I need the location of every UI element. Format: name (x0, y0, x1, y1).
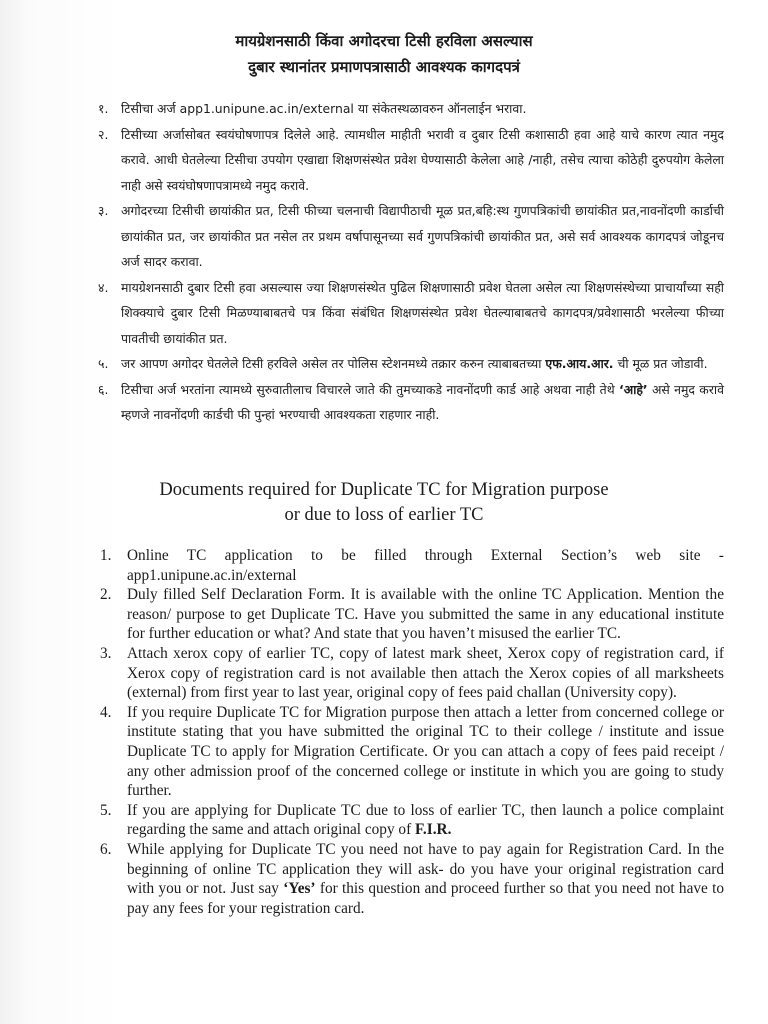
yes-bold-text: ‘Yes’ (283, 880, 316, 898)
fir-bold-text: F.I.R. (414, 821, 452, 839)
list-number: 5. (100, 801, 112, 819)
list-number: १. (98, 101, 109, 116)
list-item-text: Online TC application to be filled through External Section’s web site - app1.unipune.ac.in/external (127, 547, 724, 584)
marathi-title-line1: मायग्रेशनसाठी किंवा अगोदरचा टिसी हरविला असल्यास (235, 32, 533, 50)
english-instructions-list (100, 546, 724, 918)
list-number: ३. (98, 203, 109, 218)
marathi-title-line2: दुबार स्थानांतर प्रमाणपत्रासाठी आवश्यक कागदपत्रं (248, 58, 520, 76)
list-item-text: टिसीचा अर्ज भरतांना त्यामध्ये सुरुवातीलाच विचारले जाते की तुमच्याकडे नावनोंदणी कार्ड आहे अथवा नाही तेथे (121, 381, 619, 397)
english-list-item (100, 546, 724, 585)
list-number: 2. (100, 586, 112, 604)
list-item-text: अगोदरच्या टिसीची छायांकीत प्रत, टिसी फीच्या चलनाची विद्यापीठाची मूळ प्रत,बहि:स्थ गुणपत्रिकांची छायांकीत प्रत,नावनोंदणी कार्डाची छायांकीत प्रत, जर छायांकीत प्रत नसेल तर प्रथम वर्षापासूनच्या सर्व गुणपत्रिकांची छायांकीत प्रत, असे सर्व आवश्यक कागदपत्रं जोडूनच अर्ज सादर करावा. (121, 203, 724, 269)
list-number: ६. (98, 381, 109, 397)
aahe-bold-text: ‘आहे’ (618, 381, 648, 397)
list-item-text: टिसीच्या अर्जासोबत स्वयंघोषणापत्र दिलेले आहे. त्यामधील माहीती भरावी व दुबार टिसी कशासाठी हवा आहे याचे कारण त्यात नमुद करावे. आधी घेतलेल्या टिसीचा उपयोग एखाद्या शिक्षणसंस्थेत प्रवेश घेण्यासाठी केलेला आहे /नाही, तसेच त्याचा कोठेही दुरुपयोग केलेला नाही असे स्वयंघोषणापत्रामध्ये नमुद करावे. (121, 126, 724, 193)
marathi-list-item (96, 351, 724, 377)
list-item-text: Attach xerox copy of earlier TC, copy of latest mark sheet, Xerox copy of registration card, if Xerox copy of registration card is not available then attach the Xerox copies of all marksheets (external) from first year to last year, original copy of fees paid challan (University copy). (127, 644, 724, 702)
list-number: 1. (100, 547, 112, 564)
marathi-list-item (96, 198, 724, 275)
list-number: 3. (100, 644, 112, 662)
list-number: २. (98, 126, 109, 142)
english-list-item (100, 801, 724, 840)
list-item-text: While applying for Duplicate TC you need not have to pay again for Registration Card. In the beginning of online TC application they will ask- do you have your original registration card with you or not. Just say (127, 840, 724, 898)
english-list-item (100, 840, 724, 918)
list-number: 4. (100, 703, 112, 721)
english-list-item (100, 644, 724, 703)
list-number: ५. (98, 356, 109, 371)
list-item-text: Duly filled Self Declaration Form. It is available with the online TC Application. Mention the reason/ purpose to get Duplicate TC. Have you submitted the same in any educational institute for further education or what? And state that you haven’t misused the earlier TC. (127, 586, 724, 643)
english-list-item (100, 585, 724, 644)
marathi-list-item (96, 275, 724, 352)
list-item-text: टिसीचा अर्ज app1.unipune.ac.in/external या संकेतस्थळावरुन ऑनलाईन भरावा. (121, 101, 527, 116)
marathi-list-item (96, 122, 724, 199)
english-title-line1: Documents required for Duplicate TC for Migration purpose (159, 480, 609, 500)
marathi-list-item (96, 377, 724, 428)
english-list-item (100, 703, 724, 801)
list-item-text: If you are applying for Duplicate TC due to loss of earlier TC, then launch a police complaint regarding the same and attach original copy of (127, 801, 724, 839)
list-item-text: जर आपण अगोदर घेतलेले टिसी हरविले असेल तर पोलिस स्टेशनमध्ये तक्रार करुन त्याबाबतच्या (121, 356, 546, 371)
list-number: ४. (98, 279, 109, 295)
list-item-text: मायग्रेशनसाठी दुबार टिसी हवा असल्यास ज्या शिक्षणसंस्थेत पुढिल शिक्षणासाठी प्रवेश घेतला असेल त्या शिक्षणसंस्थेच्या प्राचार्यांच्या सही शिक्क्याचे दुबार टिसी मिळण्याबाबतचे पत्र किंवा संबंधित शिक्षणसंस्थेत प्रवेश घेतल्याबाबतचे कागदपत्र/प्रवेशासाठी भरलेल्या फीच्या पावतीची छायांकीत प्रत. (121, 279, 724, 346)
list-number: 6. (100, 840, 112, 858)
marathi-instructions-list (96, 96, 724, 428)
list-item-text: ची मूळ प्रत जोडावी. (613, 356, 708, 371)
list-item-text: for this question and proceed further so that you need not have to pay any fees for your registration card. (127, 880, 724, 917)
list-item-text: If you require Duplicate TC for Migration purpose then attach a letter from concerned college or institute stating that you have submitted the original TC to their college / institute and issue Duplicate TC to apply for Migration Certificate. Or you can attach a copy of fees paid receipt / any other admission proof of the concerned college or institute in which you are going to study further. (127, 703, 724, 800)
marathi-list-item (96, 96, 724, 122)
fir-bold-text: एफ.आय.आर. (545, 356, 614, 371)
list-item-text: असे नमुद करावे म्हणजे नावनोंदणी कार्डची फी पुन्हां भरण्याची आवश्यकता राहणार नाही. (121, 381, 724, 422)
english-title-line2: or due to loss of earlier TC (284, 505, 484, 525)
